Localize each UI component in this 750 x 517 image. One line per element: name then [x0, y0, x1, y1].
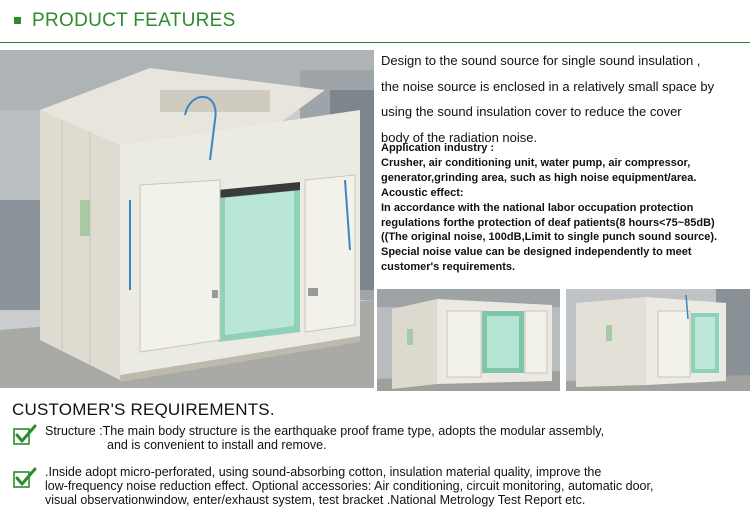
square-bullet-icon: [14, 17, 21, 24]
details-line: ((The original noise, 100dB,Limit to single punch sound source).: [381, 231, 718, 244]
requirement-line: Structure :The main body structure is the earthquake proof frame type, adopts the modular assembly,: [45, 424, 605, 438]
requirement-inside: [45, 465, 653, 507]
requirement-line: low-frequency noise reduction effect. Optional accessories: Air conditioning, circuit monitoring, automatic door,: [45, 479, 654, 493]
section-header: [0, 0, 750, 43]
requirement-line: and is convenient to install and remove.: [107, 438, 327, 452]
requirement-line: .Inside adopt micro-perforated, using sound-absorbing cotton, insulation material quality, improve the: [45, 465, 602, 479]
requirement-line: visual observationwindow, enter/exhaust system, test bracket .National Metrology Test Report etc.: [45, 493, 586, 507]
details-line: generator,grinding area, such as high noise equipment/area.: [381, 171, 697, 184]
requirements-title: CUSTOMER'S REQUIREMENTS.: [12, 400, 275, 419]
description-line: Design to the sound source for single sound insulation ,: [381, 53, 701, 68]
section-title: PRODUCT FEATURES: [32, 10, 236, 31]
product-photo-main: [0, 50, 374, 388]
description-line: body of the radiation noise.: [381, 129, 538, 145]
check-icon: [13, 424, 37, 446]
product-photo-door-open: [377, 289, 560, 391]
description-line: the noise source is enclosed in a relatively small space by: [381, 78, 715, 94]
product-details: [381, 141, 747, 275]
product-photo-side-view: [566, 289, 750, 391]
details-line: In accordance with the national labor occupation protection: [381, 201, 694, 214]
check-icon: [13, 467, 37, 489]
description-line: using the sound insulation cover to reduce the cover: [381, 104, 682, 119]
product-description: [381, 48, 747, 150]
details-line: Special noise value can be designed independently to meet: [381, 246, 692, 259]
application-industry-heading: Application industry :: [381, 142, 495, 154]
acoustic-effect-heading: Acoustic effect:: [381, 186, 464, 199]
requirement-structure: [45, 424, 604, 452]
details-line: customer's requirements.: [381, 261, 516, 274]
details-line: Crusher, air conditioning unit, water pump, air compressor,: [381, 156, 691, 169]
details-line: regulations forthe protection of deaf patients(8 hours<75~85dB): [381, 216, 715, 229]
